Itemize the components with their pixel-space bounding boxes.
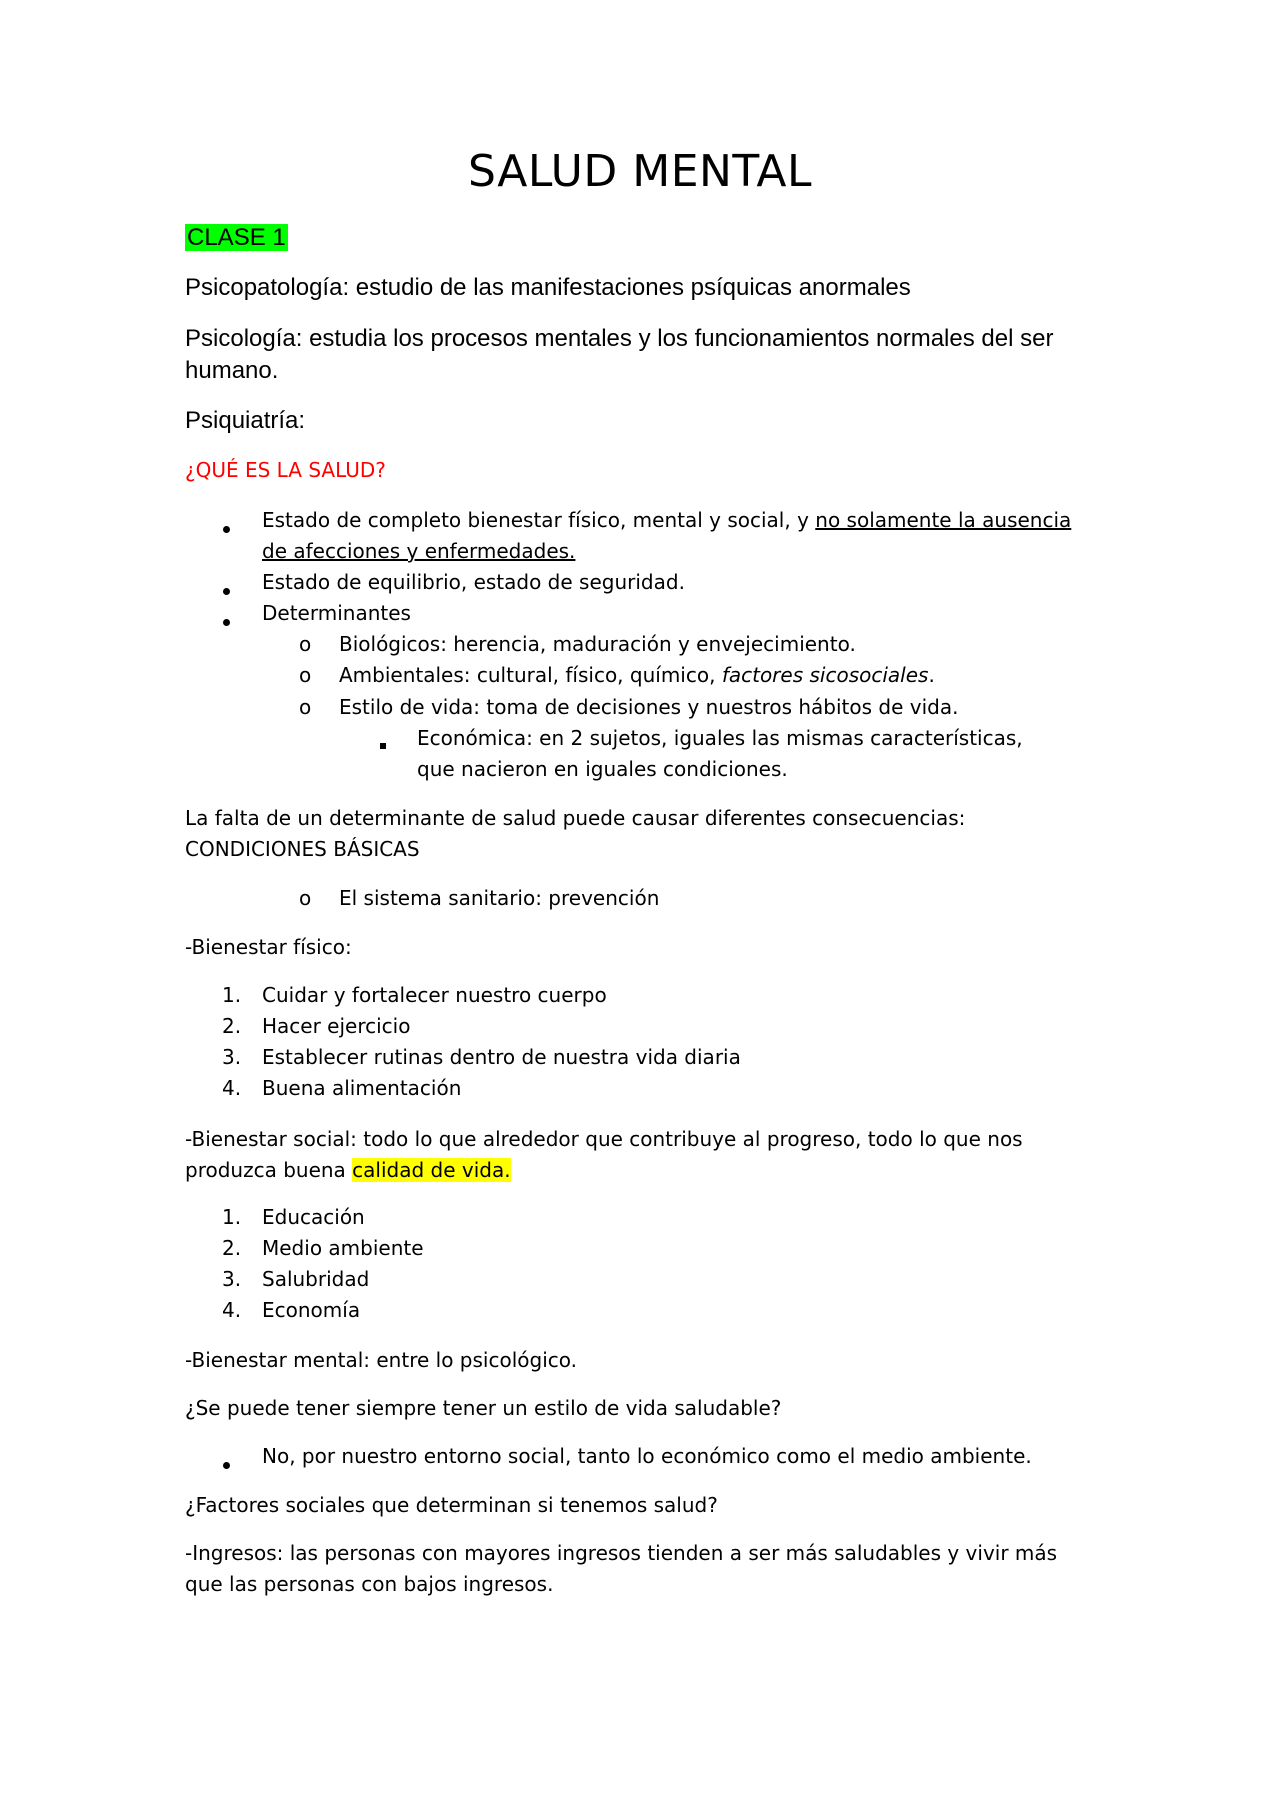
- fisico-item-1: Cuidar y fortalecer nuestro cuerpo: [262, 983, 607, 1007]
- page-title: SALUD MENTAL: [468, 146, 812, 197]
- list-number: 1.: [222, 1205, 242, 1229]
- marker-o: o: [299, 886, 312, 910]
- marker-o: o: [299, 663, 312, 687]
- salud-bullet-1: Estado de completo bienestar físico, mental y social, y no solamente la ausencia de afecciones y enfermedades.: [262, 508, 1072, 563]
- italic-text: factores sicosociales: [721, 663, 929, 687]
- social-item-3: Salubridad: [262, 1267, 370, 1291]
- list-number: 3.: [222, 1267, 242, 1291]
- def-psiquiatria: Psiquiatría:: [185, 407, 306, 434]
- determinante-biologicos: Biológicos: herencia, maduración y envejecimiento.: [339, 632, 856, 656]
- list-number: 2.: [222, 1236, 242, 1260]
- list-number: 4.: [222, 1076, 242, 1100]
- bienestar-social-paragraph: -Bienestar social: todo lo que alrededor que contribuye al progreso, todo lo que nos produzca buena calidad de vida.: [185, 1127, 1023, 1182]
- question-estilo: ¿Se puede tener siempre tener un estilo de vida saludable?: [185, 1396, 782, 1420]
- fisico-item-4: Buena alimentación: [262, 1076, 462, 1100]
- estilo-answer: No, por nuestro entorno social, tanto lo económico como el medio ambiente.: [262, 1444, 1032, 1468]
- bullet-dot: [223, 582, 230, 600]
- bullet-dot: [223, 613, 230, 631]
- def-psicologia: Psicología: estudia los procesos mentales y los funcionamientos normales del ser humano.: [185, 325, 1054, 384]
- falta-paragraph: La falta de un determinante de salud puede causar diferentes consecuencias: CONDICIONES BÁSICAS: [185, 806, 966, 861]
- determinante-ambientales: Ambientales: cultural, físico, químico, factores sicosociales.: [339, 663, 935, 687]
- ingresos-paragraph: -Ingresos: las personas con mayores ingresos tienden a ser más saludables y vivir más que las personas con bajos ingresos.: [185, 1541, 1058, 1596]
- determinante-estilo: Estilo de vida: toma de decisiones y nuestros hábitos de vida.: [339, 695, 959, 719]
- bullet-dot: [223, 1456, 230, 1474]
- list-number: 4.: [222, 1298, 242, 1322]
- social-item-4: Economía: [262, 1298, 361, 1322]
- marker-o: o: [299, 695, 312, 719]
- social-item-1: Educación: [262, 1205, 365, 1229]
- social-item-2: Medio ambiente: [262, 1236, 424, 1260]
- highlighted-text: calidad de vida.: [352, 1158, 511, 1182]
- salud-bullet-3: Determinantes: [262, 601, 411, 625]
- fisico-item-2: Hacer ejercicio: [262, 1014, 411, 1038]
- question-salud: ¿QUÉ ES LA SALUD?: [185, 458, 386, 482]
- def-psicopatologia: Psicopatología: estudio de las manifestaciones psíquicas anormales: [185, 274, 911, 301]
- question-factores: ¿Factores sociales que determinan si tenemos salud?: [185, 1493, 718, 1517]
- clase-highlight: CLASE 1: [187, 224, 286, 251]
- list-number: 2.: [222, 1014, 242, 1038]
- fisico-item-3: Establecer rutinas dentro de nuestra vida diaria: [262, 1045, 741, 1069]
- bienestar-mental: -Bienestar mental: entre lo psicológico.: [185, 1348, 577, 1372]
- salud-bullet-2: Estado de equilibrio, estado de seguridad.: [262, 570, 685, 594]
- determinante-economica: Económica: en 2 sujetos, iguales las mismas características, que nacieron en iguales condiciones.: [417, 726, 1023, 781]
- bullet-dot: [223, 520, 230, 538]
- marker-o: o: [299, 632, 312, 656]
- bienestar-fisico-heading: -Bienestar físico:: [185, 935, 352, 959]
- sistema-sanitario: El sistema sanitario: prevención: [339, 886, 660, 910]
- underlined-text: no solamente la ausencia de afecciones y enfermedades.: [262, 508, 1072, 563]
- list-number: 3.: [222, 1045, 242, 1069]
- bullet-square: [380, 736, 386, 754]
- list-number: 1.: [222, 983, 242, 1007]
- clase-label: [185, 224, 288, 252]
